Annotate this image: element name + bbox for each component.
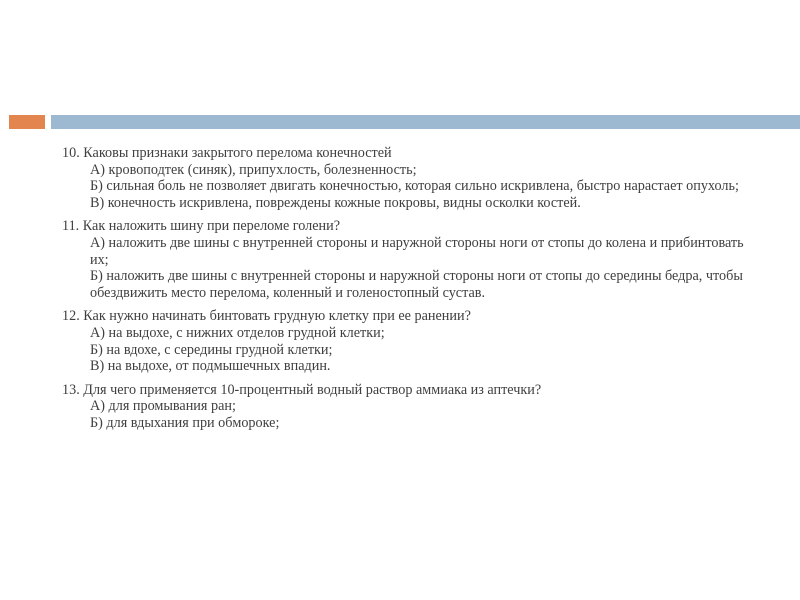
question-10 xyxy=(62,145,762,211)
question-title: 12. Как нужно начинать бинтовать грудную клетку при ее ранении? xyxy=(62,308,471,325)
answer-c: В) конечность искривлена, повреждены кожные покровы, видны осколки костей. xyxy=(90,194,581,211)
question-12 xyxy=(62,308,762,374)
quiz-content xyxy=(62,145,762,439)
answer-b: Б) наложить две шины с внутренней стороны и наружной стороны ноги от стопы до середины бедра, чтобы обездвижить место перелома, коленный и голеностопный сустав. xyxy=(90,268,743,301)
question-title: 11. Как наложить шину при переломе голени? xyxy=(62,218,341,235)
accent-square xyxy=(9,115,45,129)
answer-b: Б) на вдохе, с середины грудной клетки; xyxy=(90,341,333,358)
answer-b: Б) для вдыхания при обмороке; xyxy=(90,414,280,431)
answer-c: В) на выдохе, от подмышечных впадин. xyxy=(90,358,331,375)
question-title: 13. Для чего применяется 10-процентный водный раствор аммиака из аптечки? xyxy=(62,381,542,398)
question-11 xyxy=(62,218,762,301)
answer-a: А) кровоподтек (синяк), припухлость, болезненность; xyxy=(90,161,417,178)
answer-a: А) наложить две шины с внутренней стороны и наружной стороны ноги от стопы до колена и прибинтовать их; xyxy=(90,234,744,268)
answer-a: А) для промывания ран; xyxy=(90,398,236,415)
answer-a: А) на выдохе, с нижних отделов грудной клетки; xyxy=(90,324,385,341)
header-bar xyxy=(51,115,800,129)
question-title: 10. Каковы признаки закрытого перелома конечностей xyxy=(62,145,392,161)
question-13 xyxy=(62,382,762,432)
answer-b: Б) сильная боль не позволяет двигать конечностью, которая сильно искривлена, быстро нарастает опухоль; xyxy=(90,178,739,195)
